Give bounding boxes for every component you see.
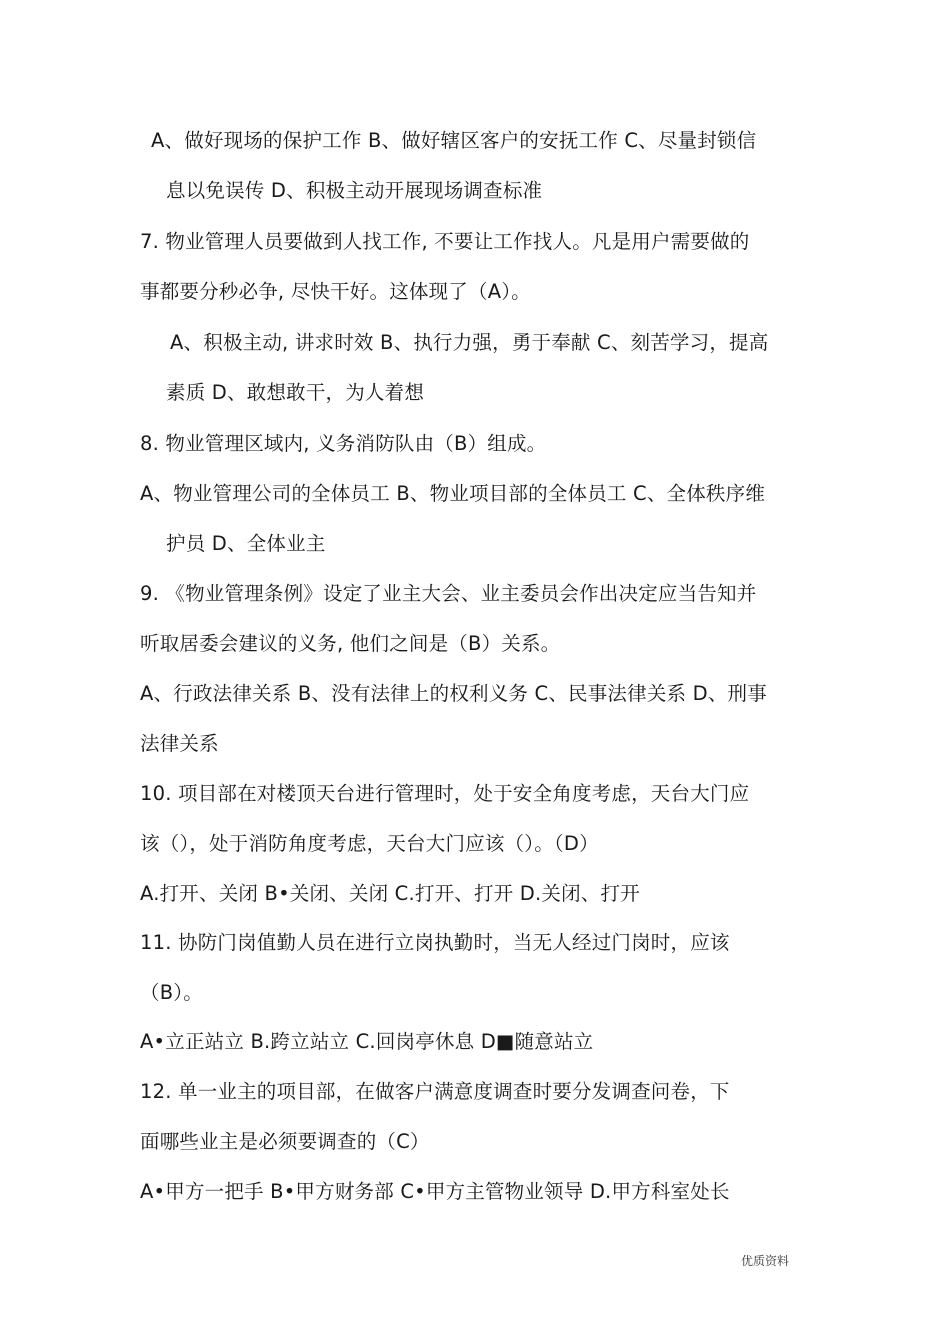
q9-question-line-2: 听取居委会建议的义务, 他们之间是（B）关系。 (140, 632, 561, 655)
q12-question-line-2: 面哪些业主是必须要调查的（C） (140, 1130, 430, 1153)
q12-options-line: A•甲方一把手 B•甲方财务部 C•甲方主管物业领导 D.甲方科室处长 (140, 1180, 730, 1203)
q7-options-line-2: 素质 D、敢想敢干，为人着想 (166, 381, 425, 404)
q8-options-line-1: A、物业管理公司的全体员工 B、物业项目部的全体员工 C、全体秩序维 (140, 482, 766, 505)
q12-question-line-1: 12. 单一业主的项目部，在做客户满意度调查时要分发调查问卷，下 (140, 1080, 730, 1103)
q9-options-line-2: 法律关系 (140, 732, 219, 755)
q11-options-line: A•立正站立 B.跨立站立 C.回岗亭休息 D■随意站立 (140, 1030, 594, 1053)
q11-question-line-2: （B）。 (140, 981, 203, 1004)
q9-options-line-1: A、行政法律关系 B、没有法律上的权利义务 C、民事法律关系 D、刑事 (140, 682, 767, 705)
q10-question-line-2: 该（），处于消防角度考虑，天台大门应该（）。（D） (140, 832, 599, 855)
q7-options-line-1: A、积极主动, 讲求时效 B、执行力强，勇于奉献 C、刻苦学习，提高 (170, 331, 769, 354)
q10-options-line: A.打开、关闭 B•关闭、关闭 C.打开、打开 D.关闭、打开 (140, 882, 640, 905)
q6-options-line-1: A、做好现场的保护工作 B、做好辖区客户的安抚工作 C、尽量封锁信 (151, 129, 757, 152)
q9-question-line-1: 9. 《物业管理条例》设定了业主大会、业主委员会作出决定应当告知并 (140, 582, 757, 605)
footer-label: 优质资料 (741, 1254, 790, 1268)
q7-question-line-2: 事都要分秒必争, 尽快干好。这体现了（A）。 (140, 280, 531, 303)
q8-question-line: 8. 物业管理区域内, 义务消防队由（B）组成。 (140, 432, 547, 455)
q10-question-line-1: 10. 项目部在对楼顶天台进行管理时，处于安全角度考虑，天台大门应 (140, 782, 750, 805)
q11-question-line-1: 11. 协防门岗值勤人员在进行立岗执勤时，当无人经过门岗时，应该 (140, 931, 730, 954)
q6-options-line-2: 息以免误传 D、积极主动开展现场调查标准 (166, 179, 543, 202)
q8-options-line-2: 护员 D、全体业主 (166, 532, 326, 555)
q7-question-line-1: 7. 物业管理人员要做到人找工作, 不要让工作找人。凡是用户需要做的 (140, 230, 750, 253)
